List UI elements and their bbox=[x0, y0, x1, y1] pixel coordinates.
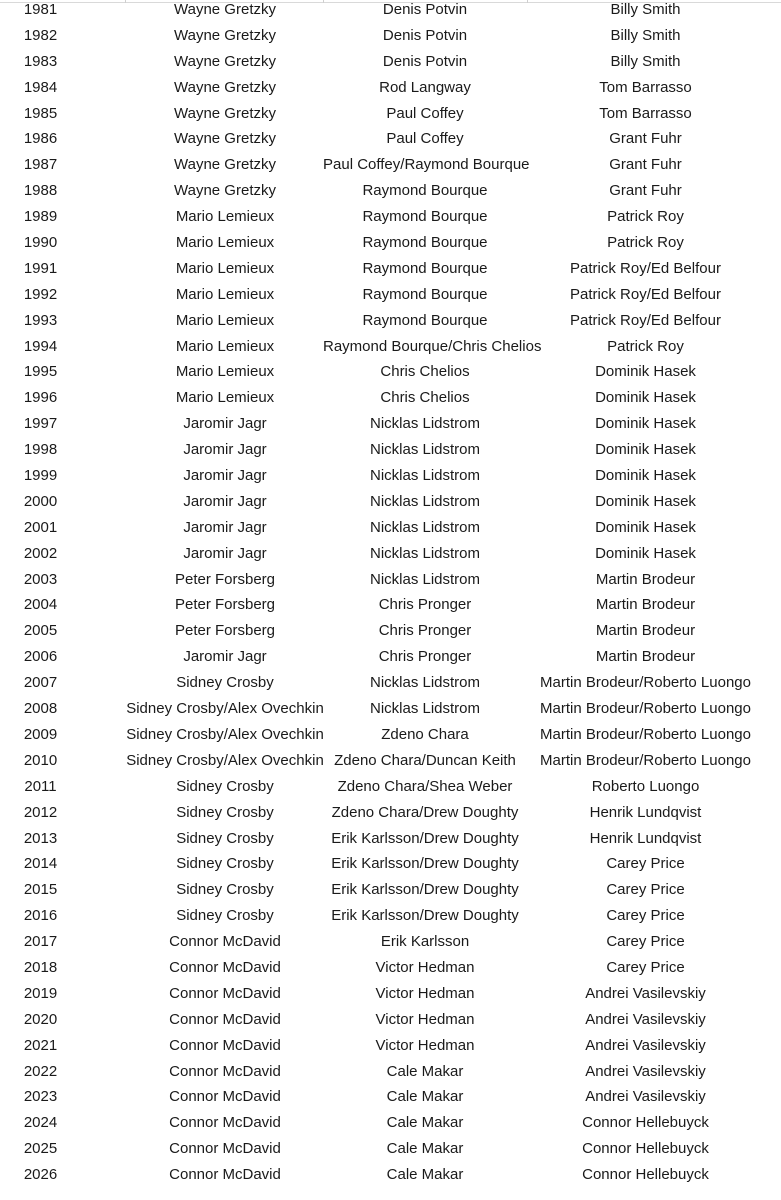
cell-forward[interactable]: Jaromir Jagr bbox=[183, 492, 267, 510]
cell-defense[interactable]: Cale Makar bbox=[386, 1166, 464, 1184]
cell-defense[interactable]: Chris Chelios bbox=[380, 389, 470, 407]
cell-forward[interactable]: Jaromir Jagr bbox=[183, 518, 267, 536]
cell-year[interactable]: 2022 bbox=[23, 1062, 58, 1080]
cell-defense[interactable]: Raymond Bourque bbox=[362, 259, 488, 277]
cell-forward[interactable]: Connor McDavid bbox=[169, 1166, 281, 1184]
cell-year[interactable]: 2020 bbox=[23, 1010, 58, 1028]
table-row bbox=[0, 670, 781, 696]
cell-year[interactable]: 1994 bbox=[23, 337, 58, 355]
cell-forward[interactable]: Peter Forsberg bbox=[174, 570, 276, 588]
cell-goalie[interactable]: Andrei Vasilevskiy bbox=[585, 1062, 706, 1080]
cell-year[interactable]: 1995 bbox=[23, 363, 58, 381]
table-row bbox=[0, 437, 781, 463]
cell-goalie[interactable]: Dominik Hasek bbox=[595, 389, 696, 407]
cell-defense[interactable]: Zdeno Chara/Drew Doughty bbox=[331, 803, 519, 821]
table-row bbox=[0, 23, 781, 49]
cell-defense[interactable]: Nicklas Lidstrom bbox=[369, 415, 481, 433]
cell-defense[interactable]: Cale Makar bbox=[386, 1088, 464, 1106]
cell-forward[interactable]: Connor McDavid bbox=[169, 1036, 281, 1054]
cell-goalie[interactable]: Grant Fuhr bbox=[609, 156, 682, 174]
cell-year[interactable]: 1991 bbox=[23, 259, 58, 277]
cell-year[interactable]: 2025 bbox=[23, 1140, 58, 1158]
cell-defense[interactable]: Nicklas Lidstrom bbox=[369, 518, 481, 536]
cell-goalie[interactable]: Connor Hellebuyck bbox=[582, 1166, 709, 1184]
cell-year[interactable]: 2001 bbox=[23, 518, 58, 536]
cell-year[interactable]: 1999 bbox=[23, 467, 58, 485]
cell-forward[interactable]: Jaromir Jagr bbox=[183, 467, 267, 485]
cell-forward[interactable]: Sidney Crosby/Alex Ovechkin bbox=[126, 751, 324, 769]
table-row bbox=[0, 877, 781, 903]
cell-year[interactable]: 1993 bbox=[23, 311, 58, 329]
cell-defense[interactable]: Chris Pronger bbox=[378, 596, 472, 614]
table-row bbox=[0, 1110, 781, 1136]
cell-goalie[interactable]: Andrei Vasilevskiy bbox=[585, 1088, 706, 1106]
table-row bbox=[0, 178, 781, 204]
cell-defense[interactable]: Denis Potvin bbox=[382, 1, 468, 18]
cell-defense[interactable]: Raymond Bourque bbox=[362, 208, 488, 226]
table-row bbox=[0, 592, 781, 618]
cell-goalie[interactable]: Patrick Roy/Ed Belfour bbox=[570, 285, 721, 303]
cell-defense[interactable]: Erik Karlsson/Drew Doughty bbox=[331, 855, 519, 873]
cell-year[interactable]: 2009 bbox=[23, 725, 58, 743]
cell-goalie[interactable]: Tom Barrasso bbox=[599, 104, 692, 122]
cell-goalie[interactable]: Dominik Hasek bbox=[595, 544, 696, 562]
cell-goalie[interactable]: Billy Smith bbox=[610, 26, 681, 44]
cell-defense[interactable]: Victor Hedman bbox=[375, 984, 475, 1002]
cell-goalie[interactable]: Andrei Vasilevskiy bbox=[585, 984, 706, 1002]
cell-forward[interactable]: Jaromir Jagr bbox=[183, 441, 267, 459]
cell-goalie[interactable]: Martin Brodeur bbox=[595, 596, 696, 614]
cell-defense[interactable]: Nicklas Lidstrom bbox=[369, 544, 481, 562]
cell-goalie[interactable]: Dominik Hasek bbox=[595, 492, 696, 510]
cell-defense[interactable]: Zdeno Chara/Shea Weber bbox=[337, 777, 513, 795]
cell-goalie[interactable]: Martin Brodeur bbox=[595, 622, 696, 640]
cell-defense[interactable]: Paul Coffey bbox=[386, 104, 464, 122]
cell-goalie[interactable]: Martin Brodeur/Roberto Luongo bbox=[540, 751, 751, 769]
cell-year[interactable]: 1985 bbox=[23, 104, 58, 122]
table-row bbox=[0, 1007, 781, 1033]
cell-defense[interactable]: Cale Makar bbox=[386, 1140, 464, 1158]
table-row bbox=[0, 644, 781, 670]
cell-defense[interactable]: Zdeno Chara bbox=[381, 725, 469, 743]
table-row bbox=[0, 489, 781, 515]
table-row bbox=[0, 0, 781, 23]
cell-goalie[interactable]: Billy Smith bbox=[610, 1, 681, 18]
table-row bbox=[0, 541, 781, 567]
table-row bbox=[0, 696, 781, 722]
cell-year[interactable]: 2005 bbox=[23, 622, 58, 640]
cell-forward[interactable]: Wayne Gretzky bbox=[174, 104, 276, 122]
cell-defense[interactable]: Nicklas Lidstrom bbox=[369, 700, 481, 718]
cell-goalie[interactable]: Patrick Roy/Ed Belfour bbox=[570, 259, 721, 277]
cell-forward[interactable]: Mario Lemieux bbox=[175, 234, 275, 252]
cell-forward[interactable]: Sidney Crosby bbox=[176, 777, 274, 795]
cell-defense[interactable]: Cale Makar bbox=[386, 1114, 464, 1132]
cell-forward[interactable]: Peter Forsberg bbox=[174, 622, 276, 640]
cell-year[interactable]: 1986 bbox=[23, 130, 58, 148]
cell-year[interactable]: 1997 bbox=[23, 415, 58, 433]
cell-defense[interactable]: Paul Coffey/Raymond Bourque bbox=[323, 156, 530, 174]
cell-defense[interactable]: Denis Potvin bbox=[382, 52, 468, 70]
table-row bbox=[0, 748, 781, 774]
cell-year[interactable]: 2017 bbox=[23, 933, 58, 951]
table-row bbox=[0, 126, 781, 152]
cell-defense[interactable]: Raymond Bourque/Chris Chelios bbox=[323, 337, 542, 355]
cell-defense[interactable]: Zdeno Chara/Duncan Keith bbox=[334, 751, 516, 769]
table-row bbox=[0, 49, 781, 75]
cell-forward[interactable]: Sidney Crosby bbox=[176, 674, 274, 692]
cell-forward[interactable]: Sidney Crosby bbox=[176, 855, 274, 873]
cell-forward[interactable]: Wayne Gretzky bbox=[174, 182, 276, 200]
cell-goalie[interactable]: Tom Barrasso bbox=[599, 78, 692, 96]
cell-defense[interactable]: Denis Potvin bbox=[382, 26, 468, 44]
cell-year[interactable]: 1981 bbox=[23, 1, 58, 18]
table-row bbox=[0, 230, 781, 256]
cell-forward[interactable]: Jaromir Jagr bbox=[183, 415, 267, 433]
cell-defense[interactable]: Rod Langway bbox=[379, 78, 471, 96]
cell-goalie[interactable]: Martin Brodeur/Roberto Luongo bbox=[540, 725, 751, 743]
table-row bbox=[0, 567, 781, 593]
cell-goalie[interactable]: Carey Price bbox=[606, 907, 685, 925]
cell-defense[interactable]: Nicklas Lidstrom bbox=[369, 492, 481, 510]
cell-goalie[interactable]: Patrick Roy bbox=[607, 234, 684, 252]
cell-goalie[interactable]: Dominik Hasek bbox=[595, 518, 696, 536]
cell-defense[interactable]: Paul Coffey bbox=[386, 130, 464, 148]
cell-defense[interactable]: Cale Makar bbox=[386, 1062, 464, 1080]
cell-goalie[interactable]: Patrick Roy bbox=[607, 208, 684, 226]
cell-forward[interactable]: Connor McDavid bbox=[169, 1010, 281, 1028]
cell-goalie[interactable]: Connor Hellebuyck bbox=[582, 1114, 709, 1132]
cell-goalie[interactable]: Carey Price bbox=[606, 958, 685, 976]
cell-goalie[interactable]: Roberto Luongo bbox=[591, 777, 700, 795]
cell-goalie[interactable]: Dominik Hasek bbox=[595, 467, 696, 485]
cell-goalie[interactable]: Dominik Hasek bbox=[595, 415, 696, 433]
cell-defense[interactable]: Nicklas Lidstrom bbox=[369, 674, 481, 692]
table-row bbox=[0, 204, 781, 230]
cell-goalie[interactable]: Andrei Vasilevskiy bbox=[585, 1036, 706, 1054]
cell-forward[interactable]: Sidney Crosby bbox=[176, 803, 274, 821]
cell-year[interactable]: 2004 bbox=[23, 596, 58, 614]
cell-year[interactable]: 2019 bbox=[23, 984, 58, 1002]
cell-year[interactable]: 2002 bbox=[23, 544, 58, 562]
cell-year[interactable]: 2011 bbox=[24, 777, 57, 795]
cell-forward[interactable]: Sidney Crosby/Alex Ovechkin bbox=[126, 700, 324, 718]
cell-goalie[interactable]: Carey Price bbox=[606, 855, 685, 873]
cell-year[interactable]: 2015 bbox=[23, 881, 58, 899]
cell-forward[interactable]: Wayne Gretzky bbox=[174, 26, 276, 44]
cell-forward[interactable]: Jaromir Jagr bbox=[183, 544, 267, 562]
cell-defense[interactable]: Chris Pronger bbox=[378, 648, 472, 666]
cell-goalie[interactable]: Carey Price bbox=[606, 933, 685, 951]
cell-year[interactable]: 2016 bbox=[23, 907, 58, 925]
cell-year[interactable]: 1989 bbox=[23, 208, 58, 226]
cell-forward[interactable]: Mario Lemieux bbox=[175, 208, 275, 226]
cell-year[interactable]: 2018 bbox=[23, 958, 58, 976]
cell-forward[interactable]: Wayne Gretzky bbox=[174, 1, 276, 18]
cell-forward[interactable]: Wayne Gretzky bbox=[174, 52, 276, 70]
table-row bbox=[0, 774, 781, 800]
cell-forward[interactable]: Connor McDavid bbox=[169, 1062, 281, 1080]
table-row bbox=[0, 1136, 781, 1162]
cell-forward[interactable]: Mario Lemieux bbox=[175, 389, 275, 407]
cell-forward[interactable]: Sidney Crosby/Alex Ovechkin bbox=[126, 725, 324, 743]
cell-year[interactable]: 2008 bbox=[23, 700, 58, 718]
cell-defense[interactable]: Raymond Bourque bbox=[362, 285, 488, 303]
cell-year[interactable]: 1988 bbox=[23, 182, 58, 200]
cell-year[interactable]: 2006 bbox=[23, 648, 58, 666]
table-row bbox=[0, 308, 781, 334]
cell-defense[interactable]: Chris Pronger bbox=[378, 622, 472, 640]
cell-year[interactable]: 2012 bbox=[23, 803, 58, 821]
table-row bbox=[0, 411, 781, 437]
cell-defense[interactable]: Erik Karlsson/Drew Doughty bbox=[331, 829, 519, 847]
table-row bbox=[0, 1033, 781, 1059]
cell-forward[interactable]: Connor McDavid bbox=[169, 1088, 281, 1106]
cell-goalie[interactable]: Martin Brodeur/Roberto Luongo bbox=[540, 674, 751, 692]
cell-goalie[interactable]: Patrick Roy bbox=[607, 337, 684, 355]
cell-goalie[interactable]: Grant Fuhr bbox=[609, 130, 682, 148]
cell-year[interactable]: 2026 bbox=[23, 1166, 58, 1184]
table-row bbox=[0, 334, 781, 360]
table-row bbox=[0, 463, 781, 489]
cell-forward[interactable]: Connor McDavid bbox=[169, 958, 281, 976]
cell-year[interactable]: 1992 bbox=[23, 285, 58, 303]
table-row bbox=[0, 385, 781, 411]
table-row bbox=[0, 903, 781, 929]
cell-year[interactable]: 1984 bbox=[23, 78, 58, 96]
cell-forward[interactable]: Wayne Gretzky bbox=[174, 130, 276, 148]
cell-forward[interactable]: Peter Forsberg bbox=[174, 596, 276, 614]
table-row bbox=[0, 955, 781, 981]
cell-goalie[interactable]: Andrei Vasilevskiy bbox=[585, 1010, 706, 1028]
cell-year[interactable]: 2024 bbox=[23, 1114, 58, 1132]
table-row bbox=[0, 1084, 781, 1110]
table-row bbox=[0, 75, 781, 101]
cell-year[interactable]: 2021 bbox=[23, 1036, 58, 1054]
cell-goalie[interactable]: Dominik Hasek bbox=[595, 441, 696, 459]
cell-forward[interactable]: Connor McDavid bbox=[169, 1114, 281, 1132]
table-row bbox=[0, 1059, 781, 1085]
cell-goalie[interactable]: Dominik Hasek bbox=[595, 363, 696, 381]
cell-year[interactable]: 2010 bbox=[23, 751, 58, 769]
cell-forward[interactable]: Mario Lemieux bbox=[175, 363, 275, 381]
cell-year[interactable]: 2013 bbox=[23, 829, 58, 847]
cell-forward[interactable]: Wayne Gretzky bbox=[174, 156, 276, 174]
cell-goalie[interactable]: Patrick Roy/Ed Belfour bbox=[570, 311, 721, 329]
table-row bbox=[0, 282, 781, 308]
cell-year[interactable]: 1998 bbox=[23, 441, 58, 459]
cell-forward[interactable]: Sidney Crosby bbox=[176, 881, 274, 899]
cell-defense[interactable]: Chris Chelios bbox=[380, 363, 470, 381]
table-row bbox=[0, 359, 781, 385]
cell-year[interactable]: 1990 bbox=[23, 234, 58, 252]
cell-forward[interactable]: Connor McDavid bbox=[169, 984, 281, 1002]
cell-year[interactable]: 2000 bbox=[23, 492, 58, 510]
cell-defense[interactable]: Victor Hedman bbox=[375, 1010, 475, 1028]
cell-year[interactable]: 2003 bbox=[23, 570, 58, 588]
cell-goalie[interactable]: Connor Hellebuyck bbox=[582, 1140, 709, 1158]
cell-forward[interactable]: Mario Lemieux bbox=[175, 259, 275, 277]
cell-goalie[interactable]: Martin Brodeur bbox=[595, 648, 696, 666]
cell-year[interactable]: 1996 bbox=[23, 389, 58, 407]
table-row bbox=[0, 826, 781, 852]
table-row bbox=[0, 981, 781, 1007]
cell-forward[interactable]: Connor McDavid bbox=[169, 933, 281, 951]
cell-defense[interactable]: Nicklas Lidstrom bbox=[369, 441, 481, 459]
cell-year[interactable]: 2007 bbox=[23, 674, 58, 692]
cell-forward[interactable]: Sidney Crosby bbox=[176, 907, 274, 925]
cell-defense[interactable]: Victor Hedman bbox=[375, 1036, 475, 1054]
cell-defense[interactable]: Raymond Bourque bbox=[362, 234, 488, 252]
cell-defense[interactable]: Erik Karlsson/Drew Doughty bbox=[331, 881, 519, 899]
cell-year[interactable]: 1987 bbox=[23, 156, 58, 174]
cell-defense[interactable]: Nicklas Lidstrom bbox=[369, 570, 481, 588]
cell-defense[interactable]: Raymond Bourque bbox=[362, 182, 488, 200]
cell-goalie[interactable]: Henrik Lundqvist bbox=[589, 803, 702, 821]
cell-goalie[interactable]: Carey Price bbox=[606, 881, 685, 899]
cell-defense[interactable]: Nicklas Lidstrom bbox=[369, 467, 481, 485]
table-row bbox=[0, 800, 781, 826]
cell-forward[interactable]: Sidney Crosby bbox=[176, 829, 274, 847]
table-row bbox=[0, 515, 781, 541]
table-row bbox=[0, 929, 781, 955]
cell-year[interactable]: 1982 bbox=[23, 26, 58, 44]
cell-goalie[interactable]: Martin Brodeur/Roberto Luongo bbox=[540, 700, 751, 718]
cell-forward[interactable]: Mario Lemieux bbox=[175, 285, 275, 303]
table-row bbox=[0, 618, 781, 644]
cell-year[interactable]: 2023 bbox=[23, 1088, 58, 1106]
cell-year[interactable]: 1983 bbox=[23, 52, 58, 70]
cell-defense[interactable]: Raymond Bourque bbox=[362, 311, 488, 329]
cell-forward[interactable]: Mario Lemieux bbox=[175, 337, 275, 355]
table-row bbox=[0, 152, 781, 178]
cell-forward[interactable]: Wayne Gretzky bbox=[174, 78, 276, 96]
cell-goalie[interactable]: Henrik Lundqvist bbox=[589, 829, 702, 847]
cell-forward[interactable]: Jaromir Jagr bbox=[183, 648, 267, 666]
cell-defense[interactable]: Victor Hedman bbox=[375, 958, 475, 976]
table-row bbox=[0, 101, 781, 127]
table-row bbox=[0, 722, 781, 748]
table-row bbox=[0, 851, 781, 877]
cell-goalie[interactable]: Martin Brodeur bbox=[595, 570, 696, 588]
cell-defense[interactable]: Erik Karlsson/Drew Doughty bbox=[331, 907, 519, 925]
table-row bbox=[0, 1162, 781, 1188]
cell-forward[interactable]: Connor McDavid bbox=[169, 1140, 281, 1158]
cell-goalie[interactable]: Billy Smith bbox=[610, 52, 681, 70]
cell-goalie[interactable]: Grant Fuhr bbox=[609, 182, 682, 200]
cell-forward[interactable]: Mario Lemieux bbox=[175, 311, 275, 329]
table-row bbox=[0, 256, 781, 282]
cell-year[interactable]: 2014 bbox=[23, 855, 58, 873]
cell-defense[interactable]: Erik Karlsson bbox=[380, 933, 470, 951]
